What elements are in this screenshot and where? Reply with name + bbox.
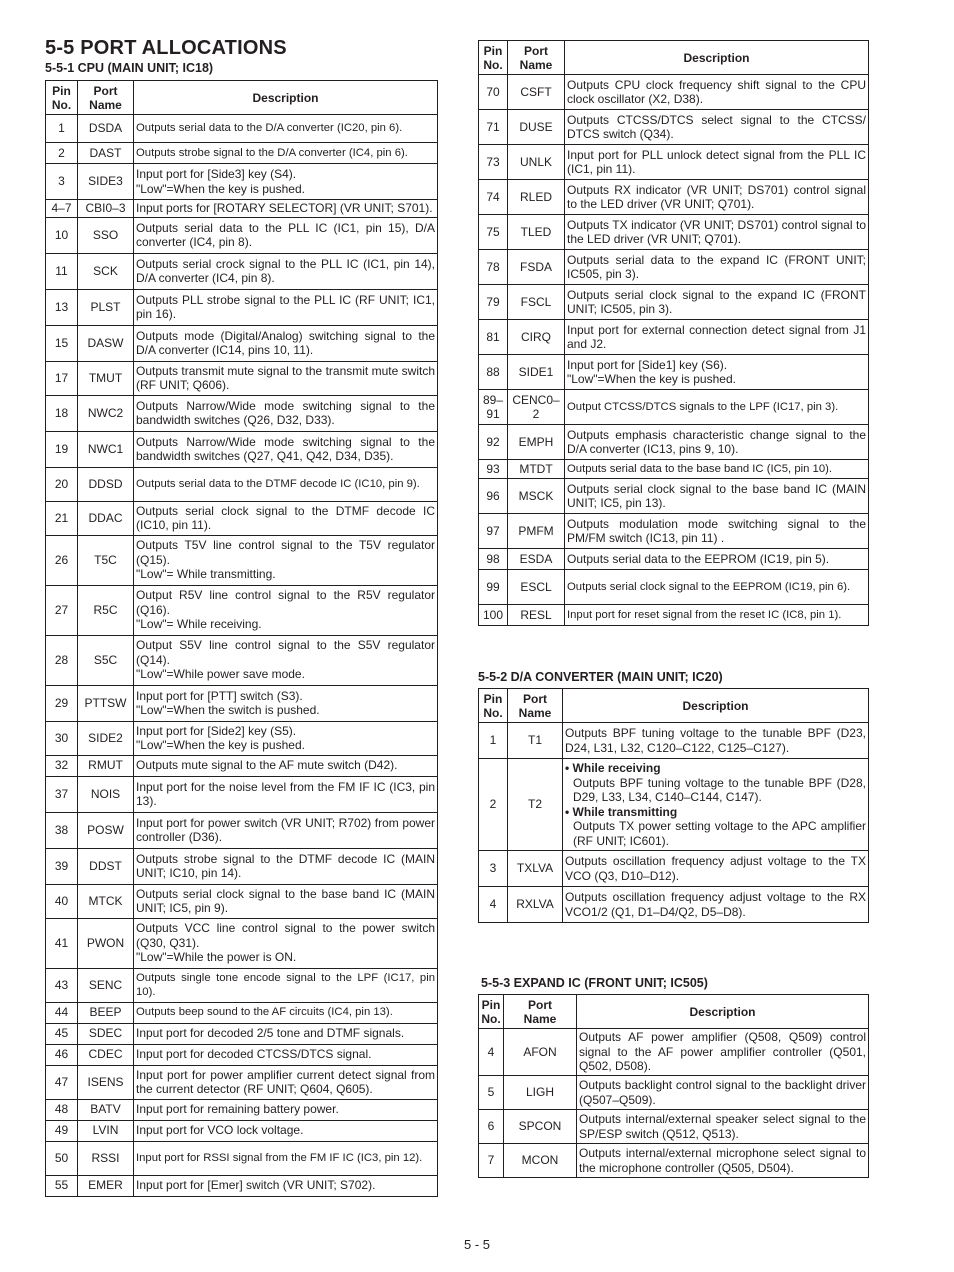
port-name-cell: SPCON [504,1110,577,1144]
description-cell: Outputs mute signal to the AF mute switch (D42). [134,755,438,776]
pin-cell: 32 [46,755,78,776]
pin-cell: 88 [479,355,508,390]
port-name-cell: DAST [78,143,134,164]
receive-mode-description: Outputs BPF tuning voltage to the tunable BPF (D28, D29, L33, L34, C140–C144, C147). [573,775,866,804]
pin-cell: 19 [46,431,78,467]
dac-table-wrap [478,688,869,923]
description-cell: Input port for VCO lock voltage. [134,1120,438,1141]
table-row [46,884,438,918]
pin-cell: 74 [479,180,508,215]
description-cell: Outputs T5V line control signal to the T5V regulator (Q15). "Low"= While transmitting. [134,535,438,585]
port-name-cell: TMUT [78,361,134,395]
description-cell: Outputs transmit mute signal to the transmit mute switch (RF UNIT; Q606). [134,361,438,395]
port-name-cell: RXLVA [508,887,563,923]
pin-cell: 41 [46,918,78,968]
port-name-cell: T5C [78,535,134,585]
table-row [46,1023,438,1044]
table-row [46,289,438,325]
description-cell: Outputs serial clock signal to the EEPROM (IC19, pin 6). [565,570,869,605]
pin-cell: 45 [46,1023,78,1044]
table-row [479,1076,869,1110]
table-row [479,1029,869,1076]
table-row [479,605,869,626]
description-cell: Input port for [PTT] switch (S3). "Low"=When the switch is pushed. [134,685,438,721]
table-row [479,110,869,145]
description-cell: Output CTCSS/DTCS signals to the LPF (IC17, pin 3). [565,390,869,425]
table-row [479,1144,869,1178]
expand-table-wrap [478,994,869,1178]
pin-cell: 79 [479,285,508,320]
description-column-header: Description [134,81,438,115]
port-name-column-header: Port Name [504,995,577,1029]
pin-cell: 15 [46,325,78,361]
port-name-cell: RMUT [78,755,134,776]
port-name-cell: FSDA [508,250,565,285]
port-name-cell: RLED [508,180,565,215]
table-row [46,812,438,848]
table-row [479,250,869,285]
port-name-cell: NOIS [78,776,134,812]
pin-cell: 13 [46,289,78,325]
table-row [479,285,869,320]
description-cell: Outputs backlight control signal to the backlight driver (Q507–Q509). [577,1076,869,1110]
pin-column-header: Pin No. [479,689,508,723]
port-name-cell: CIRQ [508,320,565,355]
pin-cell: 17 [46,361,78,395]
port-name-cell: PWON [78,918,134,968]
table-row [479,570,869,605]
table-row [46,467,438,501]
description-cell: Input port for power amplifier current detect signal from the current detector (RF UNIT; Q604, Q605). [134,1065,438,1099]
port-name-column-header: Port Name [508,689,563,723]
pin-cell: 30 [46,721,78,755]
table-row [46,164,438,200]
table-row [479,145,869,180]
description-cell: Outputs PLL strobe signal to the PLL IC (RF UNIT; IC1, pin 16). [134,289,438,325]
port-name-cell: SCK [78,253,134,289]
port-name-cell: EMPH [508,425,565,460]
port-name-cell: SIDE3 [78,164,134,200]
port-name-cell: NWC1 [78,431,134,467]
table-row [479,723,869,759]
expand-section-heading: 5-5-3 EXPAND IC (FRONT UNIT; IC505) [481,976,708,990]
pin-cell: 81 [479,320,508,355]
description-cell: Outputs BPF tuning voltage to the tunable BPF (D23, D24, L31, L32, C120–C122, C125–C127). [563,723,869,759]
port-name-cell: S5C [78,635,134,685]
table-row [479,355,869,390]
port-name-cell: PLST [78,289,134,325]
pin-cell: 71 [479,110,508,145]
description-cell: Outputs CTCSS/DTCS select signal to the CTCSS/ DTCS switch (Q34). [565,110,869,145]
description-cell: Outputs serial data to the PLL IC (IC1, pin 15), D/A converter (IC4, pin 8). [134,217,438,253]
cpu-port-table [45,80,438,1197]
description-cell: Outputs oscillation frequency adjust voltage to the TX VCO (Q3, D10–D12). [563,851,869,887]
pin-cell: 21 [46,501,78,535]
table-row [479,887,869,923]
pin-cell: 3 [46,164,78,200]
cpu-table-left-wrap [45,80,438,1197]
table-row [46,253,438,289]
pin-cell: 1 [46,115,78,143]
port-name-cell: T1 [508,723,563,759]
table-row [479,425,869,460]
description-cell: Outputs AF power amplifier (Q508, Q509) control signal to the AF power amplifier controller (Q501, Q502, D508). [577,1029,869,1076]
table-header-row [479,689,869,723]
table-row [479,759,869,851]
port-name-cell: NWC2 [78,395,134,431]
port-name-column-header: Port Name [78,81,134,115]
pin-cell: 97 [479,514,508,549]
table-row [479,75,869,110]
port-name-cell: ESDA [508,549,565,570]
table-row [46,1175,438,1196]
port-name-cell: TXLVA [508,851,563,887]
description-cell: Outputs VCC line control signal to the power switch (Q30, Q31). "Low"=While the power is ON. [134,918,438,968]
pin-cell: 39 [46,848,78,884]
pin-cell: 49 [46,1120,78,1141]
description-cell: Input port for [Side1] key (S6). "Low"=When the key is pushed. [565,355,869,390]
table-row [479,549,869,570]
table-row [479,460,869,479]
pin-cell: 93 [479,460,508,479]
table-row [46,431,438,467]
table-row [479,180,869,215]
port-name-cell: MTDT [508,460,565,479]
port-name-cell: R5C [78,585,134,635]
description-cell: Input port for the noise level from the FM IF IC (IC3, pin 13). [134,776,438,812]
description-cell: Outputs Narrow/Wide mode switching signal to the bandwidth switches (Q27, Q41, Q42, D34, D35). [134,431,438,467]
pin-cell: 10 [46,217,78,253]
pin-cell: 29 [46,685,78,721]
description-cell: Outputs strobe signal to the D/A converter (IC4, pin 6). [134,143,438,164]
table-row [46,1044,438,1065]
description-cell: Input port for decoded 2/5 tone and DTMF signals. [134,1023,438,1044]
table-row [46,848,438,884]
port-name-cell: PMFM [508,514,565,549]
pin-cell: 1 [479,723,508,759]
transmit-mode-label: • While transmitting [565,804,678,819]
table-header-row [479,995,869,1029]
dac-section-heading: 5-5-2 D/A CONVERTER (MAIN UNIT; IC20) [478,670,723,684]
table-row [46,918,438,968]
pin-cell: 4 [479,1029,504,1076]
pin-cell: 6 [479,1110,504,1144]
port-name-cell: SSO [78,217,134,253]
pin-cell: 73 [479,145,508,180]
pin-cell: 100 [479,605,508,626]
table-row [46,395,438,431]
table-row [46,1120,438,1141]
port-name-cell: MCON [504,1144,577,1178]
port-name-cell: CDEC [78,1044,134,1065]
description-cell: Output S5V line control signal to the S5V regulator (Q14). "Low"=While power save mode. [134,635,438,685]
port-name-cell: EMER [78,1175,134,1196]
table-row [46,776,438,812]
table-row [46,325,438,361]
dac-port-table [478,688,869,923]
pin-cell: 3 [479,851,508,887]
port-name-cell: AFON [504,1029,577,1076]
description-cell: Outputs beep sound to the AF circuits (IC4, pin 13). [134,1002,438,1023]
port-name-cell: DASW [78,325,134,361]
pin-cell: 48 [46,1099,78,1120]
table-row [479,479,869,514]
description-cell: Outputs serial crock signal to the PLL IC (IC1, pin 14), D/A converter (IC4, pin 8). [134,253,438,289]
port-name-cell: DDAC [78,501,134,535]
receive-mode-label: • While receiving [565,761,661,775]
pin-cell: 40 [46,884,78,918]
pin-cell: 44 [46,1002,78,1023]
port-name-cell: CENC0– 2 [508,390,565,425]
pin-column-header: Pin No. [479,995,504,1029]
pin-cell: 99 [479,570,508,605]
description-cell: Input port for reset signal from the reset IC (IC8, pin 1). [565,605,869,626]
description-cell: Outputs internal/external speaker select signal to the SP/ESP switch (Q512, Q513). [577,1110,869,1144]
table-header-row [479,41,869,75]
pin-cell: 5 [479,1076,504,1110]
table-row [479,390,869,425]
cpu-port-table-continued [478,40,869,626]
table-row [46,968,438,1002]
port-name-cell: FSCL [508,285,565,320]
pin-cell: 43 [46,968,78,1002]
pin-cell: 2 [479,759,508,851]
port-name-cell: MSCK [508,479,565,514]
description-cell: Outputs strobe signal to the DTMF decode IC (MAIN UNIT; IC10, pin 14). [134,848,438,884]
description-cell: Outputs internal/external microphone select signal to the microphone controller (Q505, D504). [577,1144,869,1178]
pin-cell: 92 [479,425,508,460]
pin-cell: 50 [46,1141,78,1175]
pin-cell: 11 [46,253,78,289]
port-name-cell: DSDA [78,115,134,143]
port-name-cell: ISENS [78,1065,134,1099]
table-row [46,143,438,164]
pin-cell: 98 [479,549,508,570]
port-name-cell: LVIN [78,1120,134,1141]
description-cell: Input port for RSSI signal from the FM IF IC (IC3, pin 12). [134,1141,438,1175]
table-row [46,721,438,755]
port-name-cell: SIDE2 [78,721,134,755]
table-row [46,535,438,585]
pin-cell: 55 [46,1175,78,1196]
pin-cell: 7 [479,1144,504,1178]
pin-cell: 37 [46,776,78,812]
description-cell: Outputs CPU clock frequency shift signal to the CPU clock oscillator (X2, D38). [565,75,869,110]
description-column-header: Description [577,995,869,1029]
pin-cell: 18 [46,395,78,431]
table-row [46,1141,438,1175]
table-row [479,851,869,887]
table-row [46,217,438,253]
port-name-cell: CSFT [508,75,565,110]
pin-cell: 20 [46,467,78,501]
table-row [479,514,869,549]
description-cell: Outputs TX indicator (VR UNIT; DS701) control signal to the LED driver (VR UNIT; Q701). [565,215,869,250]
pin-cell: 96 [479,479,508,514]
table-row [46,755,438,776]
description-column-header: Description [563,689,869,723]
description-cell: Outputs serial clock signal to the base band IC (MAIN UNIT; IC5, pin 13). [565,479,869,514]
port-name-cell: SIDE1 [508,355,565,390]
description-cell: Outputs RX indicator (VR UNIT; DS701) control signal to the LED driver (VR UNIT; Q701). [565,180,869,215]
port-name-cell: POSW [78,812,134,848]
port-name-cell: BEEP [78,1002,134,1023]
port-name-cell: DDSD [78,467,134,501]
pin-cell: 46 [46,1044,78,1065]
expand-port-table [478,994,869,1178]
table-row [479,320,869,355]
port-name-cell: DDST [78,848,134,884]
pin-column-header: Pin No. [479,41,508,75]
table-row [479,1110,869,1144]
table-row [46,685,438,721]
description-cell: Input port for [Emer] switch (VR UNIT; S702). [134,1175,438,1196]
description-cell: Outputs single tone encode signal to the LPF (IC17, pin 10). [134,968,438,1002]
description-cell: Outputs mode (Digital/Analog) switching signal to the D/A converter (IC14, pins 10, 11). [134,325,438,361]
pin-cell: 28 [46,635,78,685]
description-cell: Outputs serial clock signal to the DTMF decode IC (IC10, pin 11). [134,501,438,535]
table-row [479,215,869,250]
port-name-cell: PTTSW [78,685,134,721]
description-cell: Output R5V line control signal to the R5V regulator (Q16). "Low"= While receiving. [134,585,438,635]
page-title: 5-5 PORT ALLOCATIONS [45,37,287,59]
table-row [46,1002,438,1023]
pin-cell: 47 [46,1065,78,1099]
description-cell: Input port for PLL unlock detect signal from the PLL IC (IC1, pin 11). [565,145,869,180]
description-cell: Input port for power switch (VR UNIT; R702) from power controller (D36). [134,812,438,848]
table-row [46,501,438,535]
description-column-header: Description [565,41,869,75]
pin-cell: 75 [479,215,508,250]
pin-cell: 4 [479,887,508,923]
page-number: 5 - 5 [463,1237,490,1252]
port-name-cell: RESL [508,605,565,626]
description-cell: Outputs serial data to the base band IC (IC5, pin 10). [565,460,869,479]
port-name-cell: MTCK [78,884,134,918]
table-row [46,200,438,218]
table-row [46,585,438,635]
description-cell: Input port for external connection detect signal from J1 and J2. [565,320,869,355]
description-cell: Outputs serial data to the D/A converter (IC20, pin 6). [134,115,438,143]
pin-cell: 38 [46,812,78,848]
port-name-cell: T2 [508,759,563,851]
description-cell: Outputs serial data to the EEPROM (IC19, pin 5). [565,549,869,570]
cpu-table-right-wrap [478,40,869,626]
port-name-cell: SDEC [78,1023,134,1044]
port-name-cell: LIGH [504,1076,577,1110]
port-name-cell: CBI0–3 [78,200,134,218]
description-cell: Input port for [Side3] key (S4). "Low"=When the key is pushed. [134,164,438,200]
description-cell: Outputs serial clock signal to the expand IC (FRONT UNIT; IC505, pin 3). [565,285,869,320]
description-cell [563,759,869,851]
pin-cell: 2 [46,143,78,164]
table-row [46,635,438,685]
pin-cell: 70 [479,75,508,110]
port-name-cell: SENC [78,968,134,1002]
pin-cell: 27 [46,585,78,635]
transmit-mode-description: Outputs TX power setting voltage to the APC amplifier (RF UNIT; IC601). [573,819,866,848]
pin-cell: 78 [479,250,508,285]
description-cell: Outputs serial clock signal to the base band IC (MAIN UNIT; IC5, pin 9). [134,884,438,918]
description-cell: Outputs serial data to the DTMF decode IC (IC10, pin 9). [134,467,438,501]
port-name-cell: UNLK [508,145,565,180]
cpu-section-heading: 5-5-1 CPU (MAIN UNIT; IC18) [45,61,214,75]
description-cell: Input port for remaining battery power. [134,1099,438,1120]
port-name-cell: RSSI [78,1141,134,1175]
port-name-cell: TLED [508,215,565,250]
description-cell: Outputs oscillation frequency adjust voltage to the RX VCO1/2 (Q1, D1–D4/Q2, D5–D8). [563,887,869,923]
pin-column-header: Pin No. [46,81,78,115]
port-name-cell: BATV [78,1099,134,1120]
description-cell: Input port for decoded CTCSS/DTCS signal. [134,1044,438,1065]
description-cell: Outputs serial data to the expand IC (FRONT UNIT; IC505, pin 3). [565,250,869,285]
description-cell: Outputs emphasis characteristic change signal to the D/A converter (IC13, pins 9, 10). [565,425,869,460]
port-name-cell: ESCL [508,570,565,605]
description-cell: Input port for [Side2] key (S5). "Low"=When the key is pushed. [134,721,438,755]
port-name-column-header: Port Name [508,41,565,75]
table-row [46,361,438,395]
table-row [46,1099,438,1120]
table-header-row [46,81,438,115]
pin-cell: 26 [46,535,78,585]
description-cell: Outputs Narrow/Wide mode switching signal to the bandwidth switches (Q26, D32, D33). [134,395,438,431]
table-row [46,1065,438,1099]
port-name-cell: DUSE [508,110,565,145]
pin-cell: 4–7 [46,200,78,218]
description-cell: Outputs modulation mode switching signal to the PM/FM switch (IC13, pin 11) . [565,514,869,549]
description-cell: Input ports for [ROTARY SELECTOR] (VR UNIT; S701). [134,200,438,218]
table-row [46,115,438,143]
pin-cell: 89– 91 [479,390,508,425]
